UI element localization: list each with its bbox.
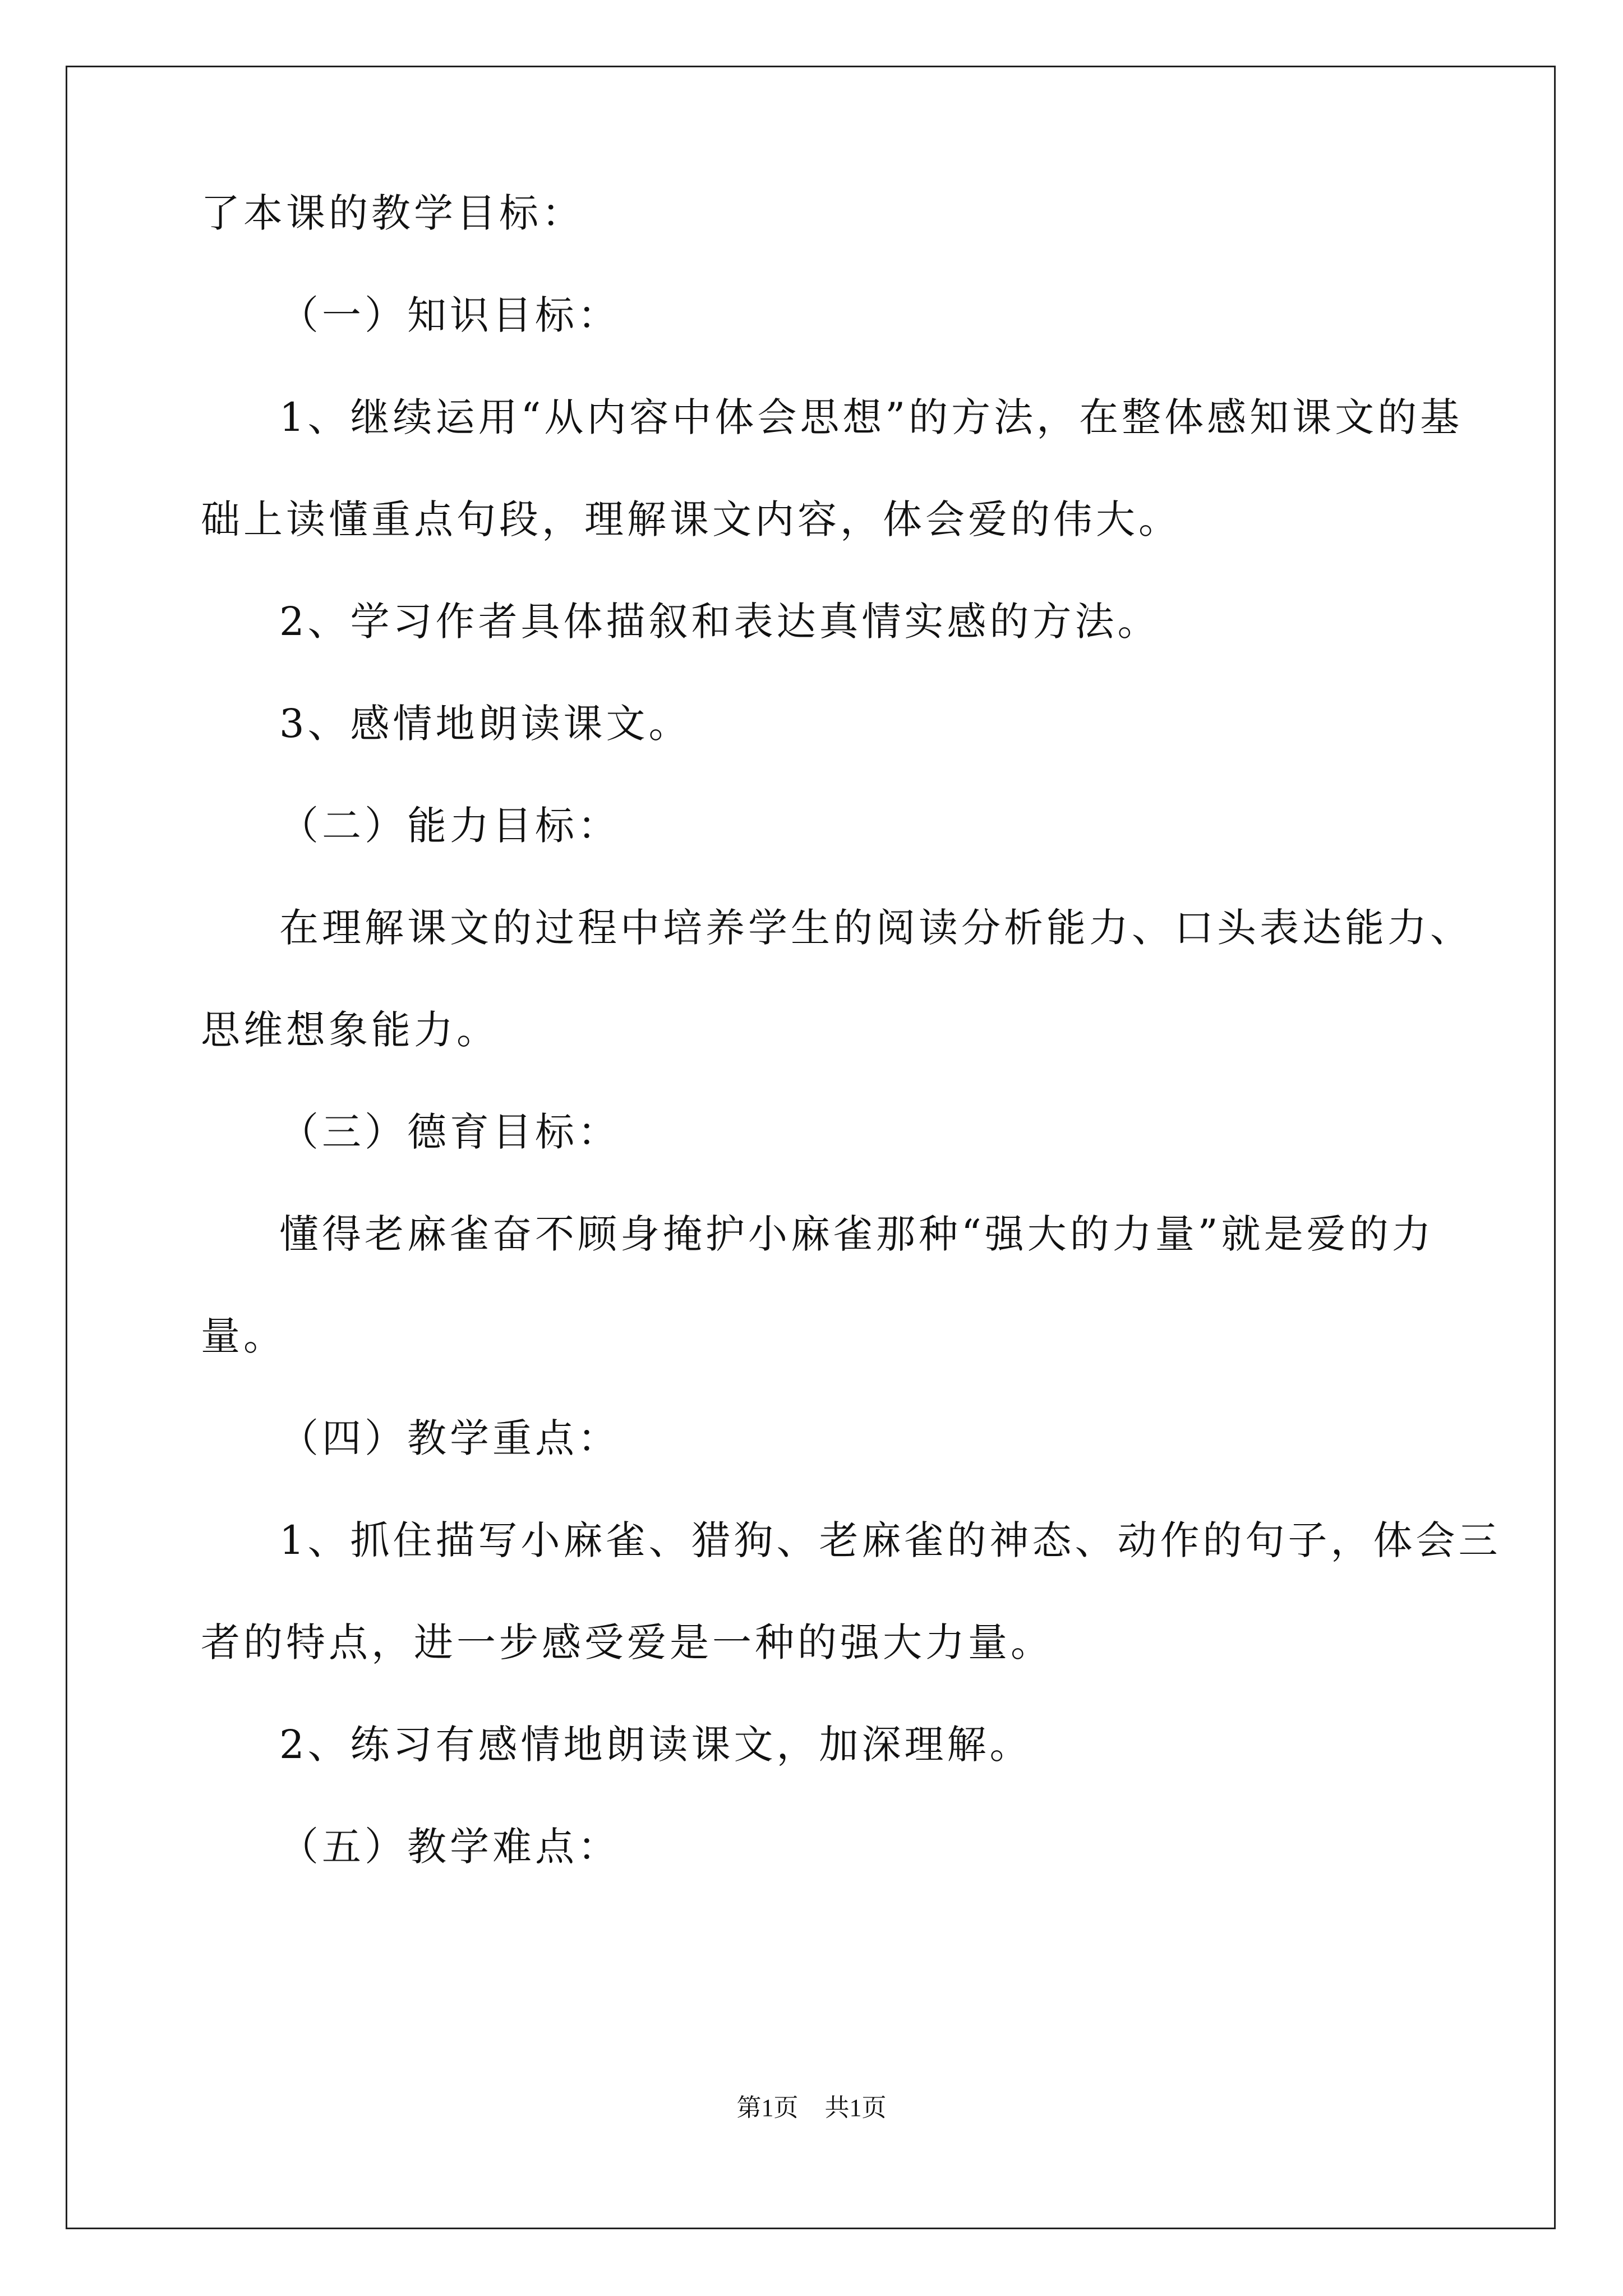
text-line: 1、抓住描写小麻雀、猎狗、老麻雀的神态、动作的句子，体会三 — [279, 1517, 1501, 1563]
section-heading-moral: （三）德育目标： — [279, 1109, 620, 1155]
text-line: 在理解课文的过程中培养学生的阅读分析能力、口头表达能力、 — [279, 905, 1473, 951]
text-line: 2、练习有感情地朗读课文，加深理解。 — [279, 1722, 1032, 1768]
text-line: 1、继续运用“从内容中体会思想”的方法，在整体感知课文的基 — [279, 394, 1463, 440]
text-line: 3、感情地朗读课文。 — [279, 701, 691, 747]
section-heading-difficulties: （五）教学难点： — [279, 1824, 620, 1870]
text-line: 者的特点，进一步感受爱是一种的强大力量。 — [201, 1619, 1053, 1665]
text-line: 2、学习作者具体描叙和表达真情实感的方法。 — [279, 599, 1160, 645]
page-total: 共1页 — [824, 2094, 887, 2122]
page-footer — [0, 2091, 1623, 2125]
section-heading-ability: （二）能力目标： — [279, 803, 620, 849]
section-heading-key-points: （四）教学重点： — [279, 1415, 620, 1461]
text-line: 础上读懂重点句段，理解课文内容，体会爱的伟大。 — [201, 496, 1181, 542]
text-line: 思维想象能力。 — [201, 1007, 499, 1053]
text-line: 了本课的教学目标： — [201, 190, 584, 236]
text-line: 懂得老麻雀奋不顾身掩护小麻雀那种“强大的力量”就是爱的力 — [279, 1211, 1435, 1257]
page-number: 第1页 — [736, 2094, 799, 2122]
text-line: 量。 — [201, 1313, 286, 1359]
section-heading-knowledge: （一）知识目标： — [279, 292, 620, 338]
